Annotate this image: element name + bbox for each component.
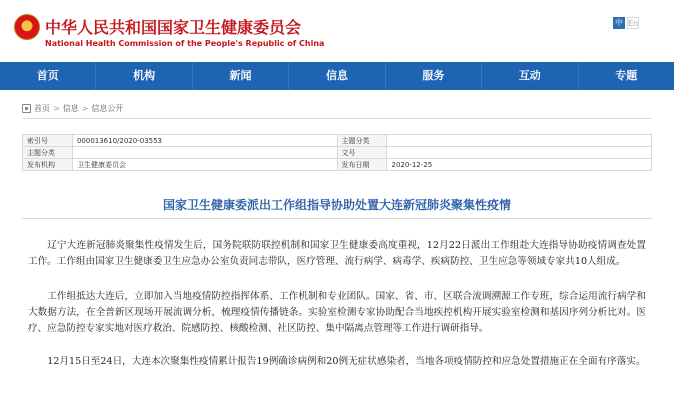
nav-item-services[interactable]: 服务: [386, 62, 482, 90]
nav-item-information[interactable]: 信息: [289, 62, 385, 90]
paragraph-text: 辽宁大连新冠肺炎聚集性疫情发生后，国务院联防联控机制和国家卫生健康委高度重视，12月22日派出工作组赴大连指导协助疫情调查处置工作。工作组由国家卫生健康委卫生应急办公室负责同志带队，医疗管理、流行病学、病毒学、疾病防控、卫生应急等领域专家共10人组成。: [28, 240, 646, 267]
table-row: [23, 159, 652, 171]
info-value: [387, 135, 652, 147]
breadcrumb-information[interactable]: 信息: [62, 104, 79, 113]
site-title-en: National Health Commission of the People's Republic of China: [45, 39, 325, 48]
breadcrumb-separator: >: [81, 104, 89, 113]
info-key: 主题分类: [337, 135, 387, 147]
info-value: 2020-12-25: [387, 159, 652, 171]
info-key: 发布机构: [23, 159, 73, 171]
paragraph-text: 工作组抵达大连后，立即加入当地疫情防控指挥体系、工作机制和专业团队。国家、省、市、区联合流调溯源工作专班，综合运用流行病学和大数据方法，在全普新区现场开展流调分析，梳理疫情传播链条。实验室检测专家协助配合当地疾控机构开展实验室检测和基因序列分析比对。医疗、应急防控专家实地对医疗救治、院感防控、核酸检测、社区防控、集中隔离点管理等工作进行调研指导。: [28, 291, 646, 334]
info-value: 卫生健康委员会: [72, 159, 337, 171]
nav-item-institutions[interactable]: 机构: [96, 62, 192, 90]
site-title-cn[interactable]: 中华人民共和国国家卫生健康委员会: [45, 18, 302, 37]
info-key: 主题分类: [23, 147, 73, 159]
nav-item-topics[interactable]: 专题: [615, 69, 638, 82]
info-key: 文号: [337, 147, 387, 159]
site-header: [0, 0, 674, 62]
article-paragraph: [28, 354, 646, 370]
language-chinese-button[interactable]: 中: [615, 18, 623, 27]
breadcrumb-home[interactable]: 首页: [34, 104, 50, 113]
nav-item-news[interactable]: 新闻: [193, 62, 289, 90]
breadcrumb: [22, 103, 123, 114]
info-key: 发布日期: [337, 159, 387, 171]
breadcrumb-disclosure[interactable]: 信息公开: [91, 104, 124, 113]
main-nav: [0, 62, 674, 90]
info-value: [72, 147, 337, 159]
breadcrumb-divider: [22, 118, 652, 119]
national-emblem-icon[interactable]: [14, 14, 40, 40]
paragraph-text: 12月15日至24日，大连本次聚集性疫情累计报告19例确诊病例和20例无症状感染者，当地各项疫情防控和应急处置措施正在全面有序落实。: [47, 356, 646, 367]
article-divider: [22, 218, 652, 219]
nav-item-home[interactable]: 首页: [0, 62, 96, 90]
document-info-table: [22, 134, 652, 171]
breadcrumb-separator: >: [53, 104, 60, 113]
info-value: [387, 147, 652, 159]
language-english-button[interactable]: En: [628, 19, 639, 28]
nav-item-interaction[interactable]: 互动: [482, 62, 578, 90]
article-title: 国家卫生健康委派出工作组指导协助处置大连新冠肺炎聚集性疫情: [162, 198, 511, 212]
info-value: 000013610/2020-03553: [72, 135, 337, 147]
info-key: 索引号: [23, 135, 73, 147]
article-paragraph: [28, 238, 646, 270]
table-row: [23, 135, 652, 147]
home-icon: [22, 104, 31, 113]
table-row: [23, 147, 652, 159]
article-paragraph: [28, 289, 646, 337]
